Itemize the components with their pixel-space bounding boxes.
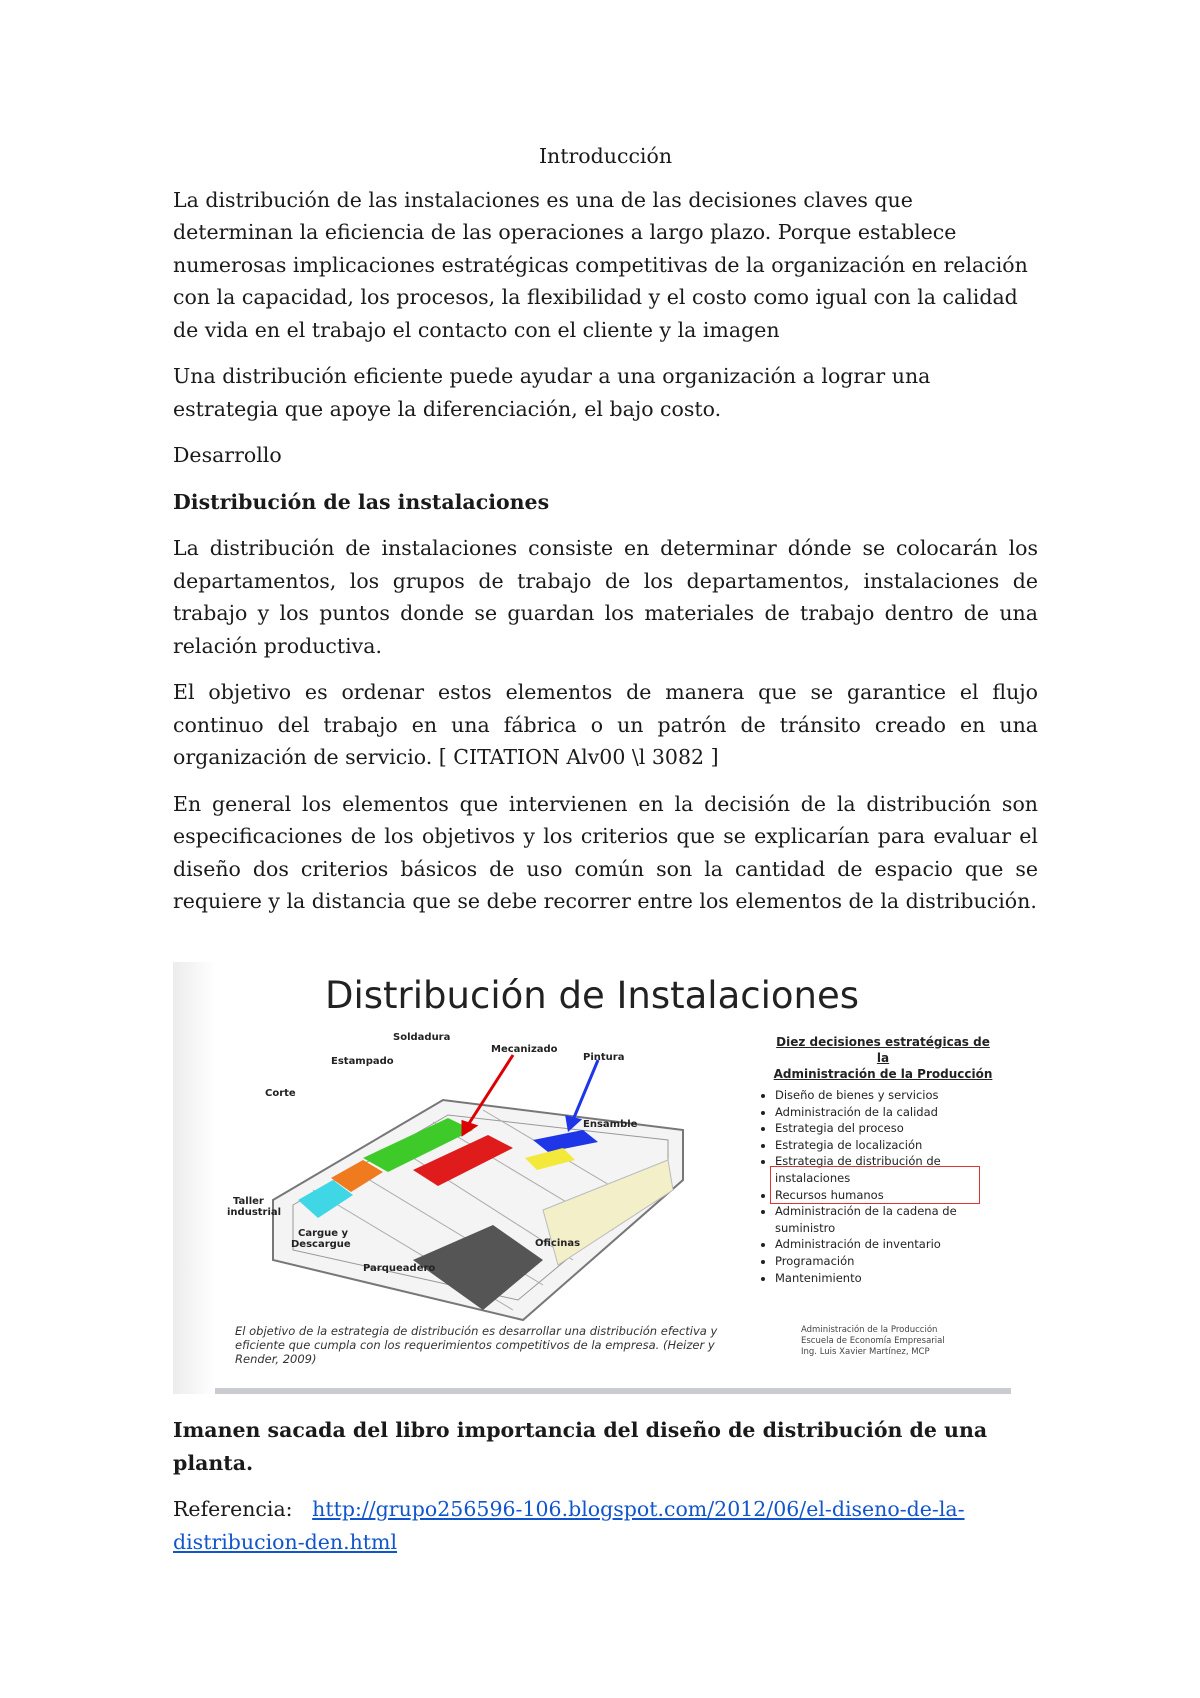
label-cargue-2: Descargue xyxy=(291,1239,351,1250)
figure-caption: El objetivo de la estrategia de distribución es desarrollar una distribución efectiva y eficiente que cumpla con los requerimientos competitivos de la empresa. (Heizer y Render, 2009) xyxy=(235,1324,718,1366)
label-mecanizado: Mecanizado xyxy=(491,1044,558,1055)
label-parqueadero: Parqueadero xyxy=(363,1263,436,1274)
figure-left-shadow xyxy=(173,962,215,1394)
decisions-title xyxy=(768,1034,998,1082)
decisions-title-line-2: Administración de la Producción xyxy=(773,1067,993,1081)
label-oficinas: Oficinas xyxy=(535,1238,581,1249)
reference-label: Referencia: xyxy=(173,1497,293,1521)
label-taller-1: Taller xyxy=(233,1196,264,1207)
credit-line-2: Escuela de Economía Empresarial xyxy=(801,1336,945,1346)
decision-item: • Administración de la calidad xyxy=(775,1104,1015,1121)
label-taller-2: industrial xyxy=(227,1207,282,1218)
development-heading: Desarrollo xyxy=(173,443,282,467)
development-paragraph-2-text: El objetivo es ordenar estos elementos de manera que se garantice el flujo continuo del trabajo en una fábrica o un patrón de tránsito creado en una organización de servicio. xyxy=(173,680,1038,769)
figure-credit xyxy=(801,1325,1001,1358)
label-corte: Corte xyxy=(265,1088,296,1099)
decisions-title-line-1: Diez decisiones estratégicas de la xyxy=(776,1035,990,1065)
intro-paragraph-2: Una distribución eficiente puede ayudar a una organización a lograr una estrategia que apoye la diferenciación, el bajo costo. xyxy=(173,364,931,421)
document-body xyxy=(173,140,1038,932)
intro-heading: Introducción xyxy=(538,144,673,168)
section-subheading: Distribución de las instalaciones xyxy=(173,489,550,514)
label-estampado: Estampado xyxy=(331,1056,394,1067)
intro-paragraph-1: La distribución de las instalaciones es una de las decisiones claves que determinan la eficiencia de las operaciones a largo plazo. Porque establece numerosas implicaciones estratégicas competitivas de la organización en relación con la capacidad, los procesos, la flexibilidad y el costo como igual con la calidad de vida en el trabajo el contacto con el cliente y la imagen xyxy=(173,187,1028,342)
document-footer-section xyxy=(173,1414,1038,1572)
credit-line-3: Ing. Luis Xavier Martínez, MCP xyxy=(801,1347,930,1357)
figure-bottom-bar xyxy=(215,1388,1011,1394)
decision-item-highlighted: • Estrategia de distribución de instalaciones xyxy=(775,1153,1015,1186)
embedded-figure xyxy=(173,962,1011,1394)
citation-field: [ CITATION Alv00 \l 3082 ] xyxy=(438,745,719,769)
credit-line-1: Administración de la Producción xyxy=(801,1325,938,1335)
label-pintura: Pintura xyxy=(583,1052,625,1063)
reference-link-line-2: distribucion-den.html xyxy=(173,1529,398,1554)
development-paragraph-1: La distribución de instalaciones consiste en determinar dónde se colocarán los departamentos, los grupos de trabajo de los departamentos, instalaciones de trabajo y los puntos donde se guardan los materiales de trabajo dentro de una relación productiva. xyxy=(173,536,1038,658)
decision-item: • Administración de inventario xyxy=(775,1236,1015,1253)
decision-item: • Administración de la cadena de suministro xyxy=(775,1203,1015,1236)
reference-link-line-1: http://grupo256596-106.blogspot.com/2012/06/el-diseno-de-la- xyxy=(312,1497,965,1521)
label-ensamble: Ensamble xyxy=(583,1119,638,1130)
decision-item: • Diseño de bienes y servicios xyxy=(775,1087,1015,1104)
plant-layout-illustration xyxy=(213,1030,743,1330)
decision-item: • Programación xyxy=(775,1253,1015,1270)
decision-item: • Estrategia del proceso xyxy=(775,1120,1015,1137)
development-paragraph-2 xyxy=(173,676,1038,774)
decision-item: • Mantenimiento xyxy=(775,1270,1015,1287)
figure-title: Distribución de Instalaciones xyxy=(325,974,859,1017)
decision-item: • Recursos humanos xyxy=(775,1187,1015,1204)
highlight-box xyxy=(770,1166,980,1204)
development-paragraph-3: En general los elementos que intervienen en la decisión de la distribución son especificaciones de los objetivos y los criterios que se explicarían para evaluar el diseño dos criterios básicos de uso común son la cantidad de espacio que se requiere y la distancia que se debe recorrer entre los elementos de la distribución. xyxy=(173,791,1038,913)
label-soldadura: Soldadura xyxy=(393,1032,451,1043)
image-caption: Imanen sacada del libro importancia del diseño de distribución de una planta. xyxy=(173,1418,988,1475)
reference-paragraph xyxy=(173,1493,1038,1558)
label-cargue-1: Cargue y xyxy=(298,1228,349,1239)
decision-item: • Estrategia de localización xyxy=(775,1137,1015,1154)
